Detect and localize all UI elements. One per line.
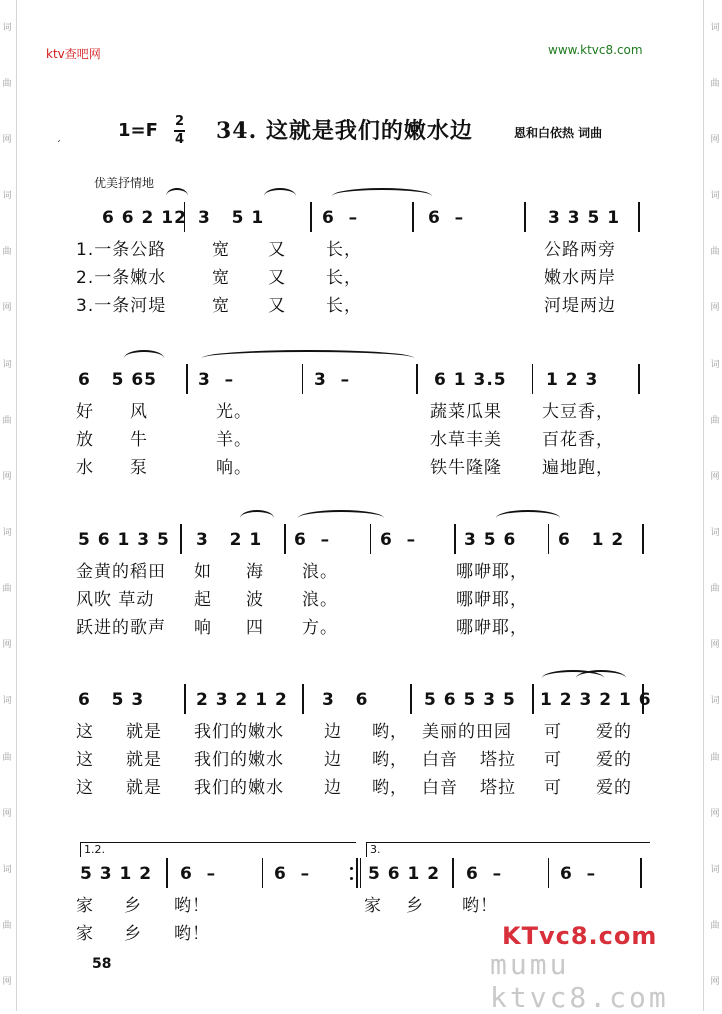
lyric-verse-2: 2.一条嫩水 宽 又 长， 嫩水两岸 bbox=[76, 268, 616, 288]
notes-row bbox=[76, 524, 648, 554]
slur bbox=[264, 188, 296, 204]
composer-credit: 恩和白依热 词曲 bbox=[514, 126, 603, 140]
measure: 3 3 5 1 bbox=[548, 208, 621, 228]
lyric-verse-1: 家 乡 哟！ 家 乡 哟！ bbox=[76, 896, 498, 916]
measure: 6 – bbox=[294, 530, 331, 550]
measure: 6 6 2 12 bbox=[102, 208, 187, 228]
notes-row bbox=[76, 684, 652, 714]
measure: 1 2 3 2 1 6 bbox=[540, 690, 652, 710]
volta-1-2: 1.2. bbox=[80, 842, 356, 857]
time-signature-bottom: 4 bbox=[174, 132, 185, 147]
measure: 2 3 2 1 2 bbox=[196, 690, 288, 710]
measure: 5 6 1 2 bbox=[368, 864, 441, 884]
slur bbox=[202, 350, 414, 366]
time-signature-top: 2 bbox=[174, 114, 185, 129]
left-margin-line bbox=[16, 0, 17, 1011]
measure: 6 – bbox=[380, 530, 417, 550]
measure: 6 5 3 bbox=[78, 690, 145, 710]
measure: 6 – bbox=[560, 864, 597, 884]
measure: 3 – bbox=[198, 370, 235, 390]
measure: 6 – bbox=[180, 864, 217, 884]
slur bbox=[332, 188, 432, 204]
site-watermark-left: ktv查吧网 bbox=[46, 47, 101, 61]
lyric-verse-2: 放 牛 羊。 水草丰美 百花香， bbox=[76, 430, 614, 450]
lyric-verse-2: 风吹 草动 起 波 浪。 哪咿耶， bbox=[76, 590, 528, 610]
lyric-verse-1: 金黄的稻田 如 海 浪。 哪咿耶， bbox=[76, 562, 528, 582]
notes-row bbox=[76, 843, 648, 888]
lyric-verse-3: 跃进的歌声 响 四 方。 哪咿耶， bbox=[76, 618, 528, 638]
slur bbox=[298, 510, 384, 526]
score-system-1 bbox=[76, 202, 648, 316]
slur bbox=[496, 510, 560, 526]
left-watermark-strip: 词 曲 网 词 曲 网 词 曲 网 词 曲 网 词 曲 网 词 曲 网 bbox=[2, 22, 12, 988]
site-logo: KTvc8.com bbox=[502, 922, 658, 950]
measure: 6 1 3.5 bbox=[434, 370, 507, 390]
measure: 5 3 1 2 bbox=[80, 864, 153, 884]
site-watermark-right: www.ktvc8.com bbox=[548, 43, 643, 57]
measure: 6 – bbox=[322, 208, 359, 228]
measure: 3 5 1 bbox=[198, 208, 265, 228]
score-system-2 bbox=[76, 364, 648, 478]
volta-3: 3. bbox=[366, 842, 650, 857]
lyric-verse-3: 水 泵 响。 铁牛隆隆 遍地跑， bbox=[76, 458, 614, 478]
slur bbox=[240, 510, 274, 526]
measure: 3 6 bbox=[322, 690, 369, 710]
measure: 3 5 6 bbox=[464, 530, 517, 550]
song-title: 34. 这就是我们的嫩水边 bbox=[216, 118, 473, 144]
slur bbox=[166, 188, 188, 204]
right-margin-line bbox=[703, 0, 704, 1011]
lyric-verse-1: 这 就是 我们的嫩水 边 哟， 美丽的田园 可 爱的 bbox=[76, 722, 632, 742]
measure: 5 6 5 3 5 bbox=[424, 690, 516, 710]
notes-row bbox=[76, 364, 648, 394]
lyric-verse-3: 这 就是 我们的嫩水 边 哟， 白音 塔拉 可 爱的 bbox=[76, 778, 632, 798]
measure: 6 1 2 bbox=[558, 530, 625, 550]
time-signature bbox=[174, 114, 185, 148]
key-signature: 1=F bbox=[118, 120, 158, 141]
lyric-verse-2: 家 乡 哟！ bbox=[76, 924, 210, 944]
measure: 6 5 65 bbox=[78, 370, 157, 390]
measure: 3 2 1 bbox=[196, 530, 263, 550]
site-logo-shadow: mumu ktvc8.com bbox=[490, 948, 669, 1014]
measure: 5 6 1 3 5 bbox=[78, 530, 170, 550]
tempo-marking: 优美抒情地 bbox=[94, 176, 155, 190]
notes-row bbox=[76, 202, 648, 232]
title-block bbox=[56, 112, 658, 156]
measure: 3 – bbox=[314, 370, 351, 390]
slur bbox=[124, 350, 164, 366]
slur bbox=[576, 670, 626, 686]
score-system-4 bbox=[76, 684, 652, 798]
tick-mark: ˊ bbox=[56, 140, 61, 151]
score-system-3 bbox=[76, 524, 648, 638]
measure: 6 – bbox=[274, 864, 311, 884]
right-watermark-strip: 词 曲 网 词 曲 网 词 曲 网 词 曲 网 词 曲 网 词 曲 网 bbox=[710, 22, 720, 988]
lyric-verse-1: 1.一条公路 宽 又 长， 公路两旁 bbox=[76, 240, 616, 260]
lyric-verse-1: 好 风 光。 蔬菜瓜果 大豆香， bbox=[76, 402, 614, 422]
measure: 6 – bbox=[428, 208, 465, 228]
page-number: 58 bbox=[92, 956, 112, 972]
measure: 1 2 3 bbox=[546, 370, 599, 390]
lyric-verse-3: 3.一条河堤 宽 又 长， 河堤两边 bbox=[76, 296, 616, 316]
measure: 6 – bbox=[466, 864, 503, 884]
lyric-verse-2: 这 就是 我们的嫩水 边 哟， 白音 塔拉 可 爱的 bbox=[76, 750, 632, 770]
